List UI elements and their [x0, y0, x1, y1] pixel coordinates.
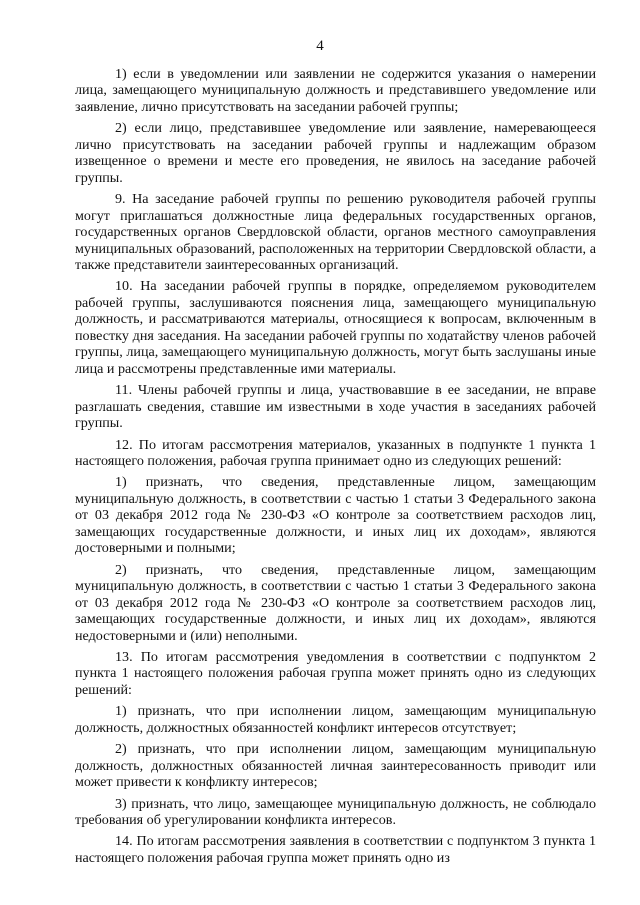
- paragraph-clause-13-item-2: 2) признать, что при исполнении лицом, замещающим муниципальную должность, должностных обязанностей личная заинтересованность приводит или может привести к конфликту интересов;: [75, 741, 596, 791]
- paragraph-clause-13-item-1: 1) признать, что при исполнении лицом, замещающим муниципальную должность, должностных обязанностей конфликт интересов отсутствует;: [75, 703, 596, 736]
- paragraph-clause-13-item-3: 3) признать, что лицо, замещающее муниципальную должность, не соблюдало требования об урегулировании конфликта интересов.: [75, 795, 596, 829]
- paragraph-clause-11: 11. Члены рабочей группы и лица, участвовавшие в ее заседании, не вправе разглашать сведения, ставшие им известными в ходе участия в заседаниях рабочей группы.: [75, 382, 596, 432]
- paragraph-clause-9: 9. На заседание рабочей группы по решению руководителя рабочей группы могут приглашаться должностные лица федеральных государственных органов, государственных органов Свердловской области, органов местного самоуправления муниципальных образований, расположенных на территории Свердловской области, а также представители заинтересованных организаций.: [75, 191, 596, 273]
- paragraph-clause-13: 13. По итогам рассмотрения уведомления в соответствии с подпунктом 2 пункта 1 настоящего положения рабочая группа может принять одно из следующих решений:: [75, 648, 596, 698]
- paragraph-clause-12-item-2: 2) признать, что сведения, представленные лицом, замещающим муниципальную должность, в соответствии с частью 1 статьи 3 Федерального закона от 03 декабря 2012 года № 230-ФЗ «О контроле за соответствием расходов лиц, замещающих государственные должности, и иных лиц их доходам», являются недостоверными и (или) неполными.: [75, 561, 596, 644]
- paragraph-clause-10: 10. На заседании рабочей группы в порядке, определяемом руководителем рабочей группы, заслушиваются пояснения лица, замещающего муниципальную должность, и рассматриваются материалы, относящиеся к вопросам, включенным в повестку дня заседания. На заседании рабочей группы по ходатайству членов рабочей группы, лица, замещающего муниципальную должность, могут быть заслушаны иные лица и рассмотрены представленные ими материалы.: [75, 278, 596, 377]
- paragraph-clause-14: 14. По итогам рассмотрения заявления в соответствии с подпунктом 3 пункта 1 настоящего положения рабочая группа может принять одно из: [75, 833, 596, 866]
- paragraph-clause-12: 12. По итогам рассмотрения материалов, указанных в подпункте 1 пункта 1 настоящего положения, рабочая группа принимает одно из следующих решений:: [75, 436, 596, 469]
- paragraph-clause-12-item-1: 1) признать, что сведения, представленные лицом, замещающим муниципальную должность, в соответствии с частью 1 статьи 3 Федерального закона от 03 декабря 2012 года № 230-ФЗ «О контроле за соответствием расходов лиц, замещающих государственные должности, и иных лиц их доходам», являются достоверными и полными;: [75, 474, 596, 557]
- paragraph-clause-8-item-1: 1) если в уведомлении или заявлении не содержится указания о намерении лица, замещающего муниципальную должность и представившего уведомление или заявление, лично присутствовать на заседании рабочей группы;: [75, 66, 596, 115]
- paragraph-clause-8-item-2: 2) если лицо, представившее уведомление или заявление, намеревающееся лично присутствовать на заседании рабочей группы и надлежащим образом извещенное о времени и месте его проведения, не явилось на заседание рабочей группы.: [75, 120, 596, 186]
- page-number: 4: [316, 38, 324, 54]
- document-body: [75, 66, 596, 871]
